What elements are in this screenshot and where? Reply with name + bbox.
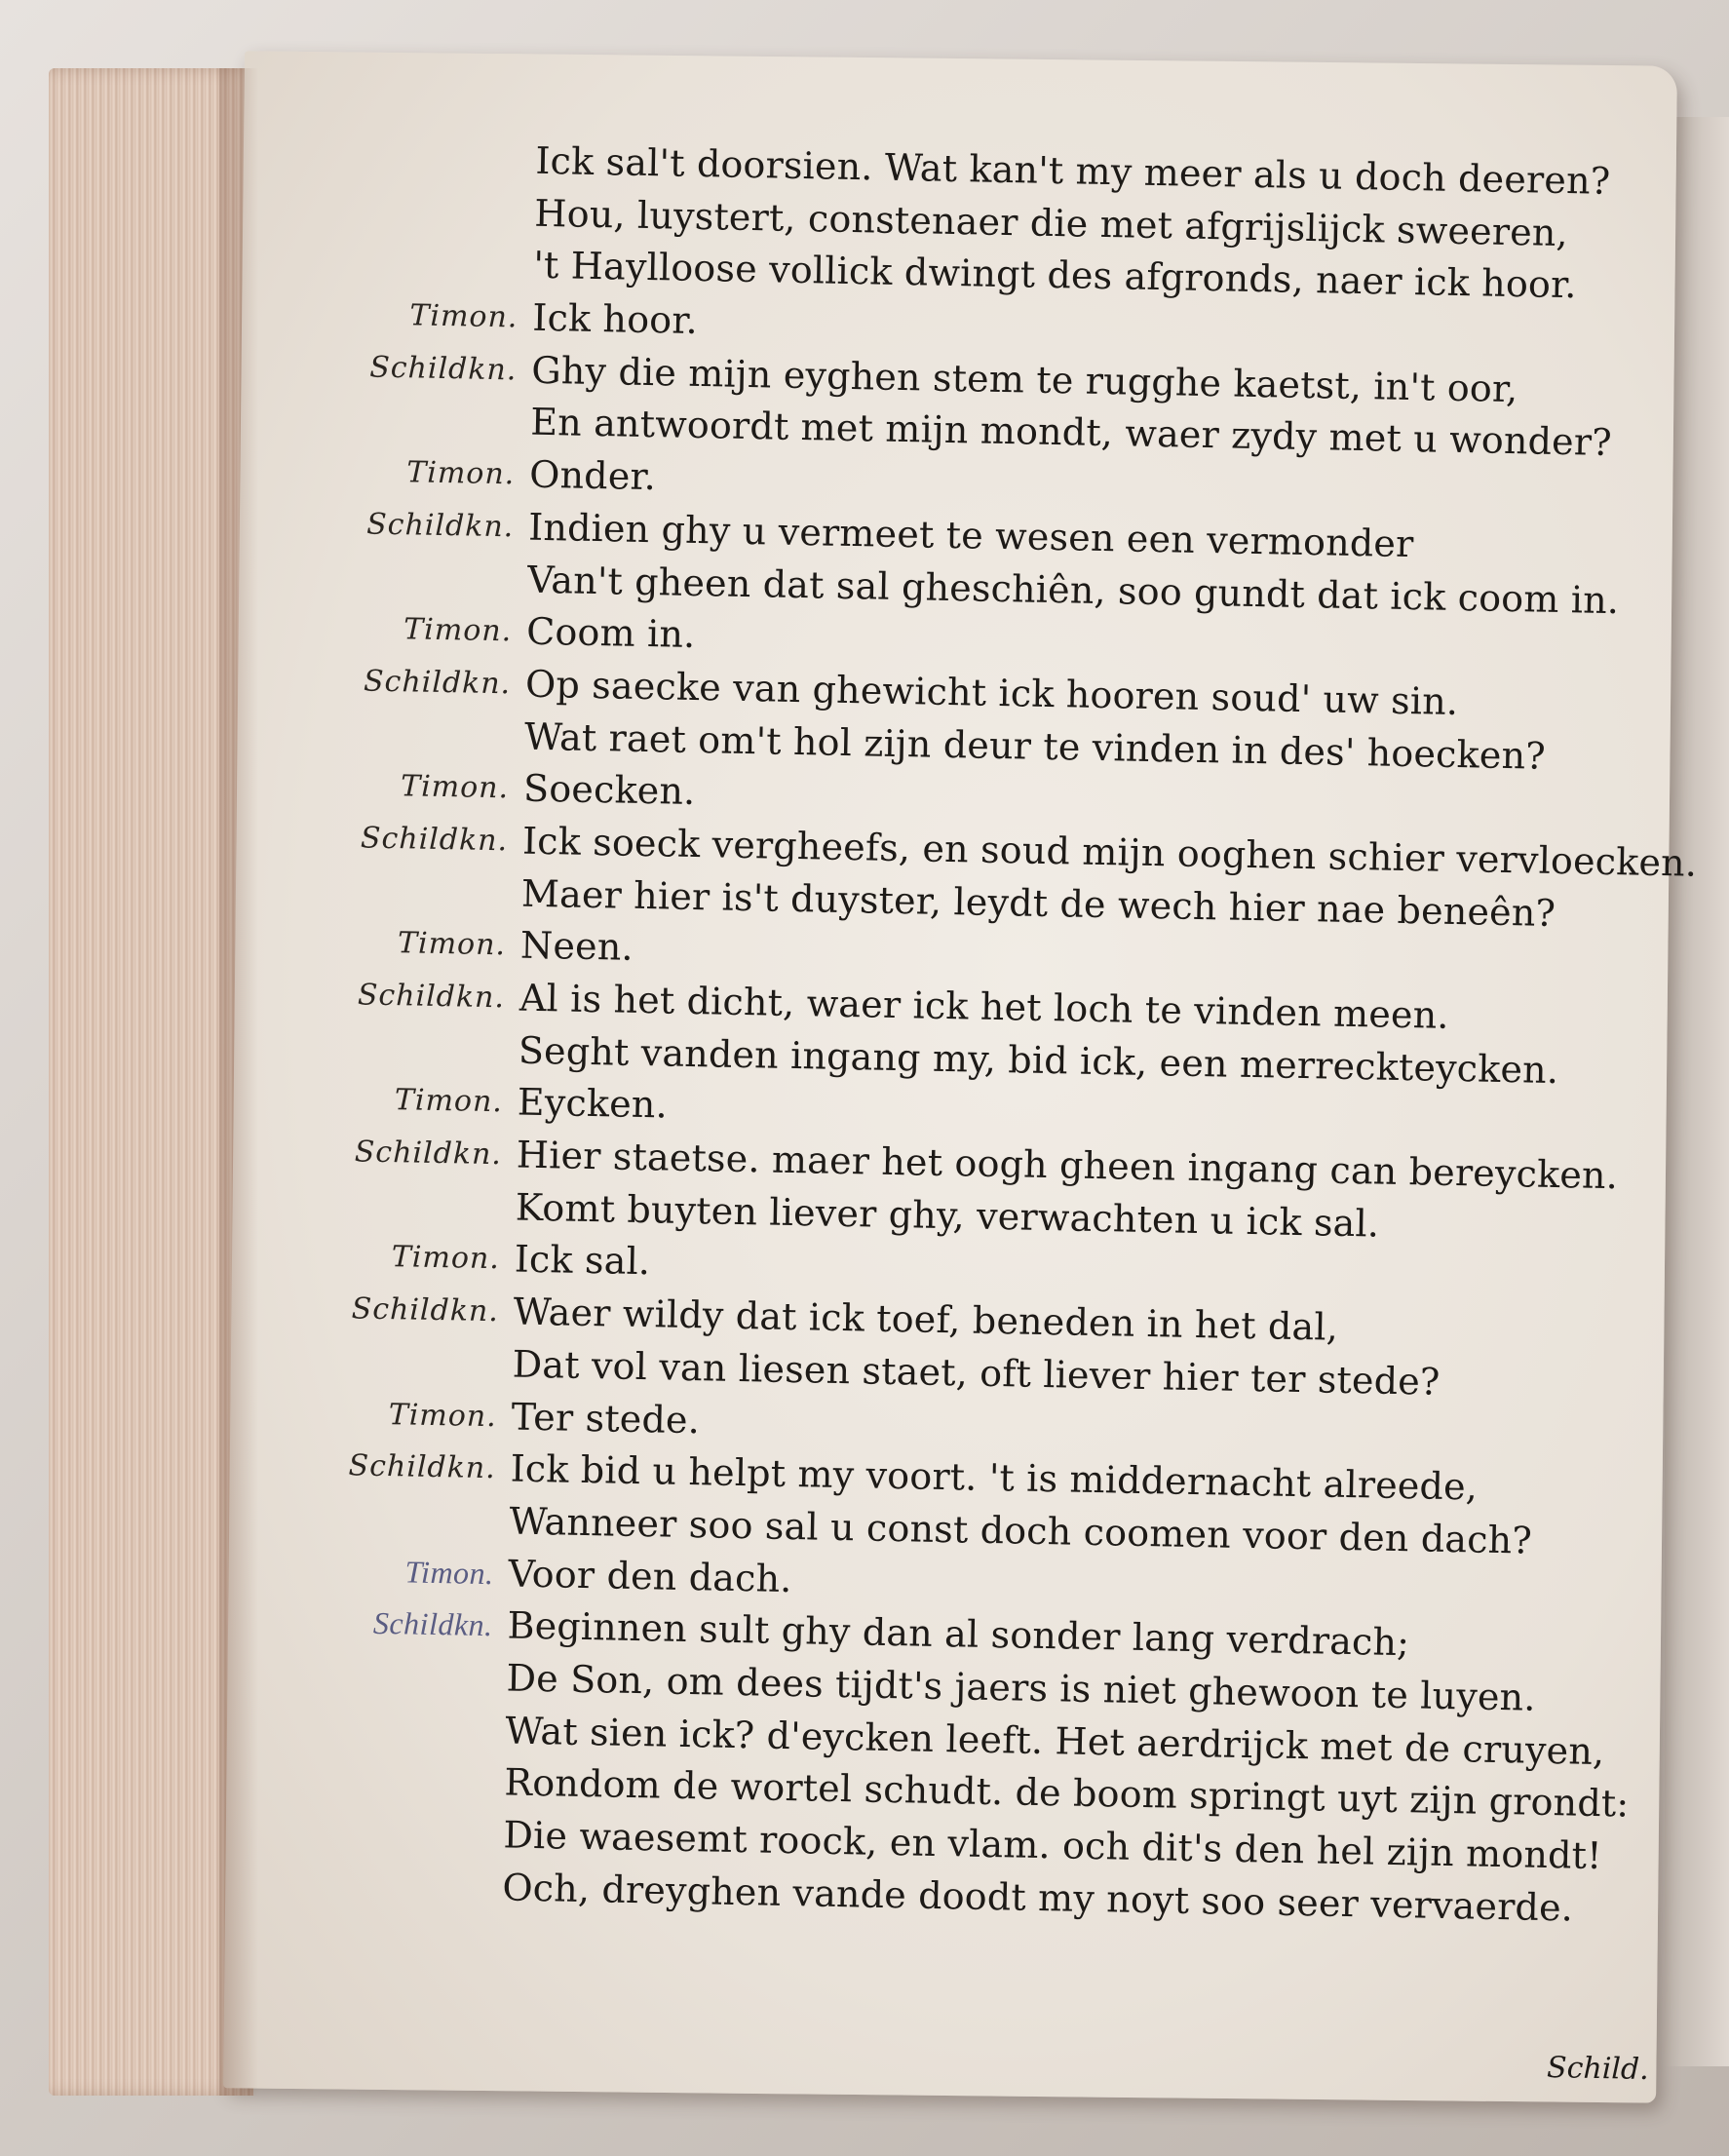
speaker-label: Schildkn. bbox=[348, 1448, 497, 1486]
spine-shadow bbox=[219, 68, 258, 2096]
handwritten-speaker-label: Timon. bbox=[404, 1554, 494, 1591]
verse-text: Beginnen sult ghy dan al sonder lang verdrach; bbox=[507, 1603, 1410, 1665]
speaker-label: Timon. bbox=[405, 455, 516, 492]
verse-text: Rondom de wortel schudt. de boom springt uyt zijn grondt: bbox=[504, 1760, 1630, 1826]
verse-text: Soecken. bbox=[522, 766, 696, 814]
verse-text: Wat sien ick? d'eycken leeft. Het aerdrijck met de cruyen, bbox=[505, 1709, 1605, 1773]
speaker-label: Timon. bbox=[394, 1083, 504, 1120]
verse-text: Dat vol van liesen staet, oft liever hier ter stede? bbox=[512, 1342, 1441, 1404]
verse-text: Coom in. bbox=[525, 609, 696, 657]
facing-page-edge bbox=[1665, 117, 1729, 2066]
verse-text: Indien ghy u vermeet te wesen een vermonder bbox=[527, 505, 1414, 565]
verse-text: Op saecke van ghewicht ick hooren soud' uw sin. bbox=[524, 662, 1459, 723]
speaker-label: Timon. bbox=[397, 926, 507, 963]
verse-text: Onder. bbox=[528, 452, 657, 499]
verse-text: Komt buyten liever ghy, verwachten u ick sal. bbox=[515, 1185, 1380, 1246]
verse-text: Ghy die mijn eyghen stem te rugghe kaetst, in't oor, bbox=[530, 348, 1518, 410]
verse-text: De Son, om dees tijdt's jaers is niet ghewoon te luyen. bbox=[506, 1656, 1537, 1719]
speaker-label: Timon. bbox=[400, 769, 510, 806]
verse-text: Wanneer soo sal u const doch coomen voor den dach? bbox=[509, 1499, 1533, 1562]
speaker-label: Schildkn. bbox=[351, 1291, 500, 1329]
verse-text: Ick soeck vergheefs, en soud mijn ooghen schier vervloecken. bbox=[521, 819, 1698, 885]
handwritten-speaker-label: Schildkn. bbox=[372, 1605, 493, 1643]
catchword: Schild. bbox=[1546, 2051, 1650, 2088]
verse-text: Wat raet om't hol zijn deur te vinden in des' hoecken? bbox=[523, 714, 1547, 778]
verse-text: Voor den dach. bbox=[508, 1552, 792, 1600]
verse-text: 't Haylloose vollick dwingt des afgronds, naer ick hoor. bbox=[532, 244, 1578, 307]
verse-text: Ick bid u helpt my voort. 't is middernacht alreede, bbox=[510, 1446, 1479, 1509]
verse-text: Eycken. bbox=[517, 1080, 669, 1127]
speaker-label: Timon. bbox=[391, 1240, 501, 1277]
speaker-label: Schildkn. bbox=[365, 507, 515, 545]
verse-text: Van't gheen dat sal gheschiên, soo gundt dat ick coom in. bbox=[526, 558, 1620, 622]
verse-text: Ick sal't doorsien. Wat kan't my meer als u doch deeren? bbox=[535, 138, 1611, 203]
speaker-label: Schildkn. bbox=[357, 978, 506, 1016]
verse-text: Seght vanden ingang my, bid ick, een merreckteycken. bbox=[518, 1028, 1559, 1092]
speaker-label: Timon. bbox=[403, 612, 513, 649]
verse-text: Och, dreyghen vande doodt my noyt soo seer vervaerde. bbox=[502, 1866, 1574, 1930]
verse-text: En antwoordt met mijn mondt, waer zydy met u wonder? bbox=[529, 401, 1613, 465]
verse-text: Waer wildy dat ick toef, beneden in het dal, bbox=[513, 1290, 1339, 1349]
verse-text: Ick sal. bbox=[514, 1237, 651, 1284]
speaker-label: Timon. bbox=[409, 298, 519, 335]
verse-text-block bbox=[312, 132, 1698, 2088]
speaker-label: Schildkn. bbox=[363, 664, 512, 702]
verse-text: Al is het dicht, waer ick het loch te vinden meen. bbox=[519, 976, 1450, 1037]
verse-text: Maer hier is't duyster, leydt de wech hier nae beneên? bbox=[520, 871, 1556, 935]
verse-text: Hou, luystert, constenaer die met afgrijslijck sweeren, bbox=[534, 191, 1569, 254]
speaker-label: Timon. bbox=[388, 1397, 498, 1434]
verse-text: Neen. bbox=[519, 923, 634, 970]
verse-text: Die waesemt roock, en vlam. och dit's den hel zijn mondt! bbox=[503, 1813, 1603, 1878]
speaker-label: Schildkn. bbox=[354, 1135, 503, 1173]
speaker-label: Schildkn. bbox=[368, 350, 518, 388]
verse-text: Ick hoor. bbox=[531, 295, 699, 343]
verse-text: Ter stede. bbox=[511, 1395, 701, 1442]
speaker-label: Schildkn. bbox=[360, 821, 509, 859]
verse-text: Hier staetse. maer het oogh gheen ingang can bereycken. bbox=[516, 1133, 1619, 1198]
